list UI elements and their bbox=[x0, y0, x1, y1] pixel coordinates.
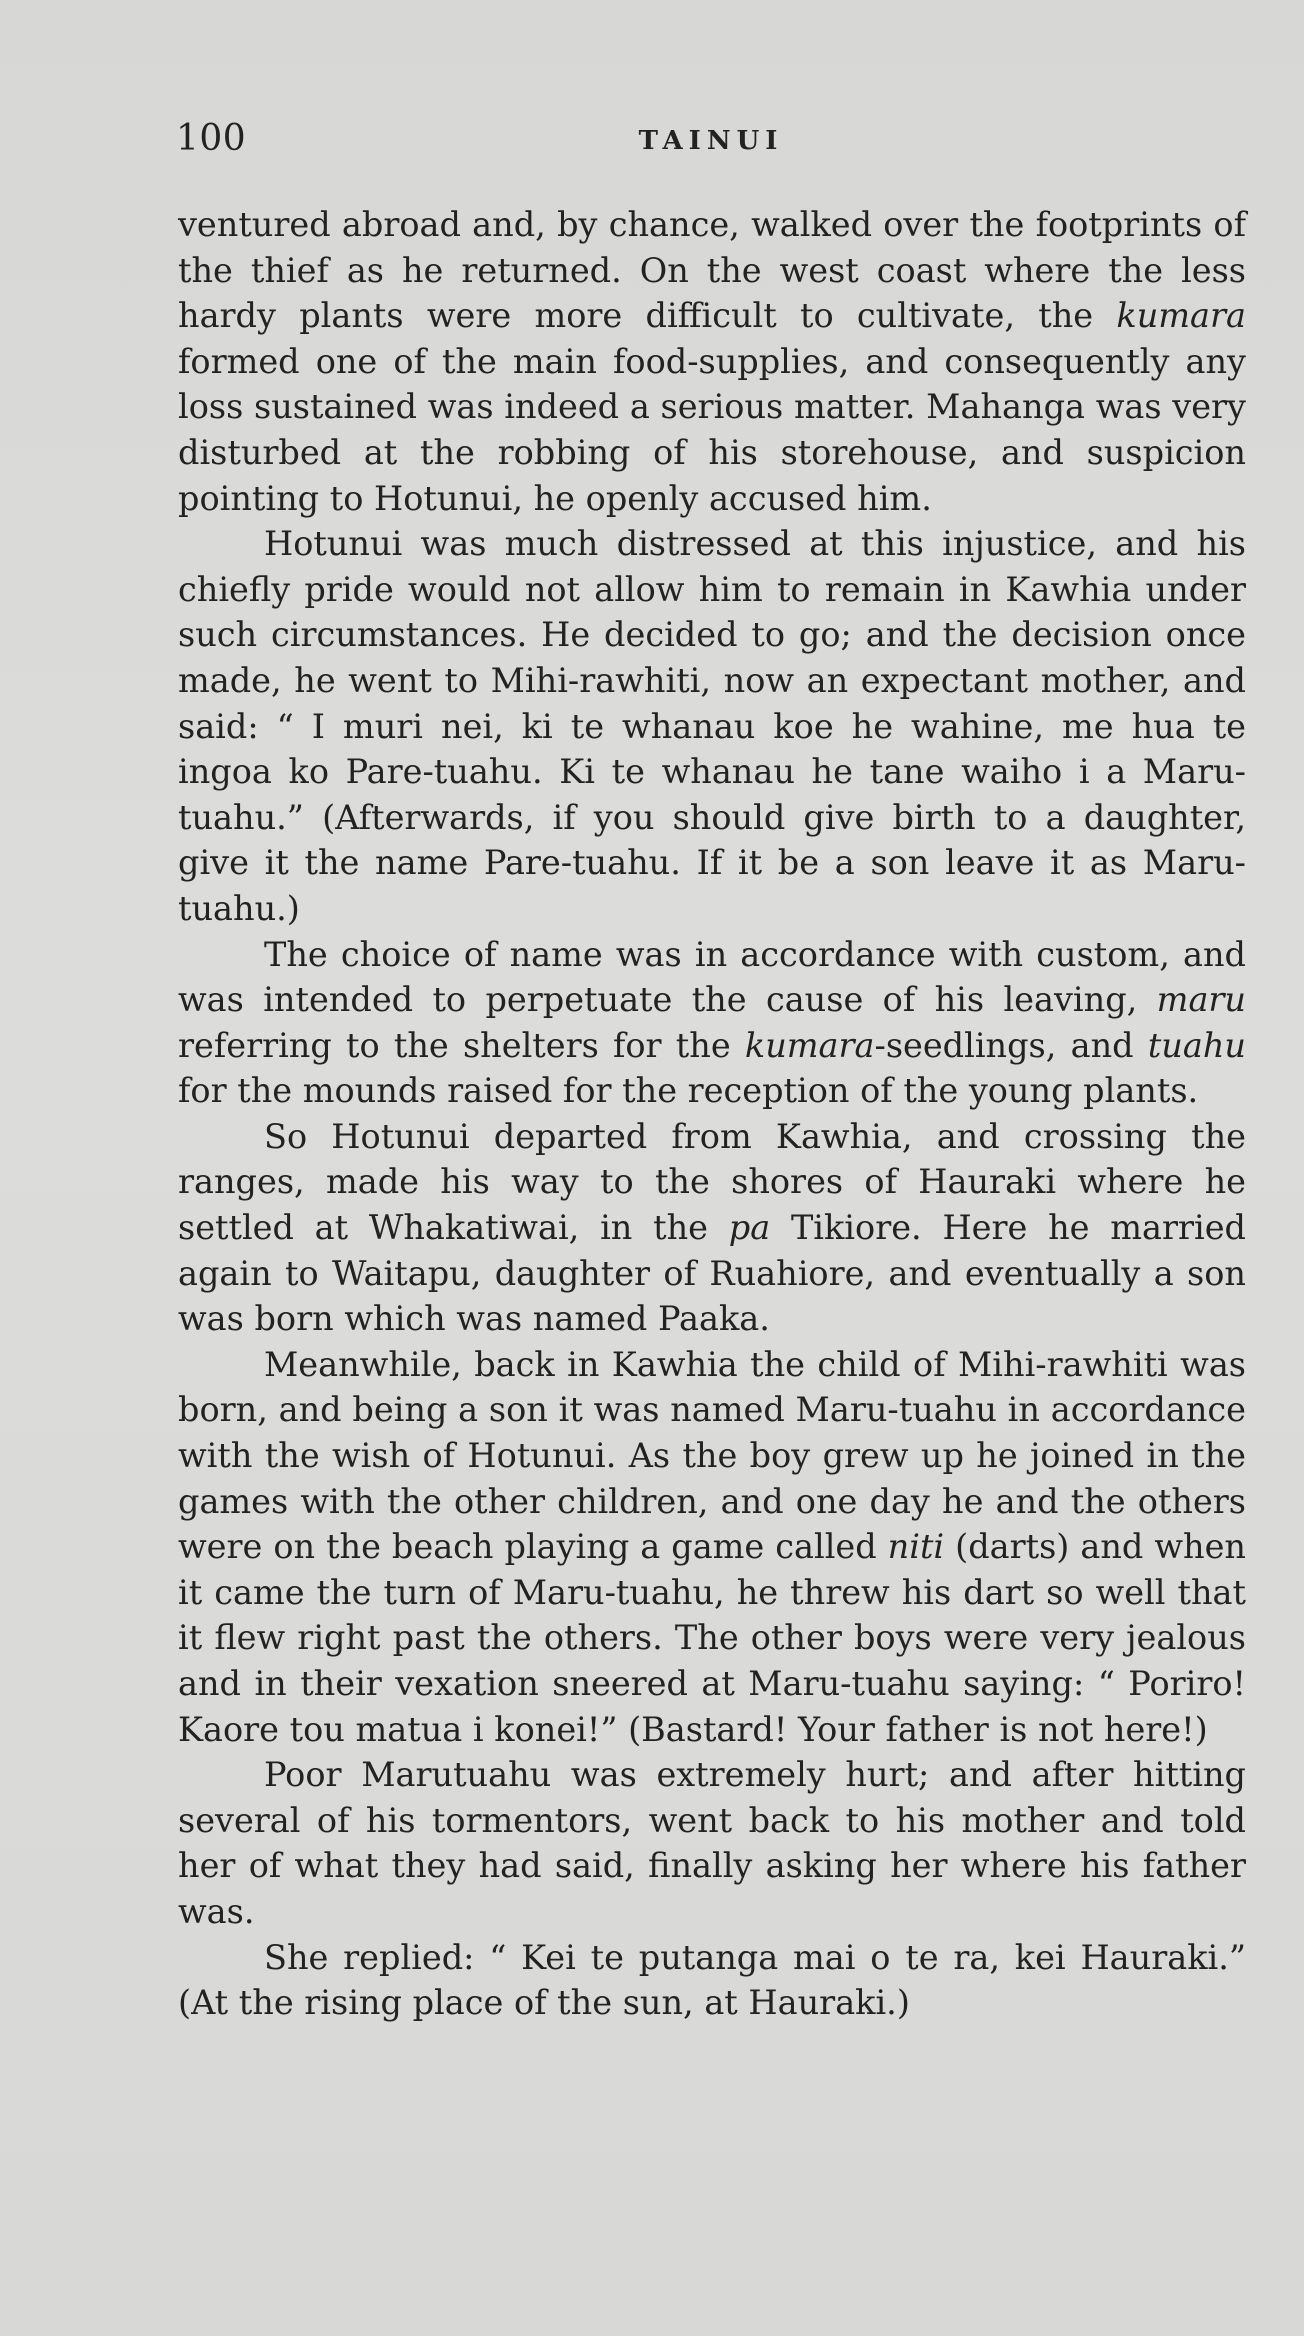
paragraph-2: Hotunui was much distressed at this injustice, and his chiefly pride would not allow him to remain in Kawhia under such circumstances. He decided to go; and the decision once made, he went to Mihi-rawhiti, now an expectant mother, and said: “ I muri nei, ki te whanau koe he wahine, me hua te ingoa ko Pare-tuahu. Ki te whanau he tane waiho i a Maru-tuahu.” (Afterwards, if you should give birth to a daughter, give it the name Pare-tuahu. If it be a son leave it as Maru-tuahu.) bbox=[178, 524, 1246, 928]
page-number: 100 bbox=[176, 118, 247, 159]
paragraph-6: Poor Marutuahu was extremely hurt; and after hitting several of his tormentors, went back to his mother and told her of what they had said, finally asking her where his father was. bbox=[178, 1755, 1246, 1931]
paragraph-7: She replied: “ Kei te putanga mai o te ra, kei Hauraki.” (At the rising place of the sun, at Hauraki.) bbox=[178, 1937, 1246, 2023]
paragraph-4: So Hotunui departed from Kawhia, and crossing the ranges, made his way to the shores of Hauraki where he settled at Whakatiwai, in the pa Tikiore. Here he married again to Waitapu, daughter of Ruahiore, and eventually a son was born which was named Paaka. bbox=[178, 1116, 1246, 1339]
page-header bbox=[176, 118, 1246, 166]
running-head: TAINUI bbox=[638, 126, 784, 156]
paragraph-5: Meanwhile, back in Kawhia the child of Mihi-rawhiti was born, and being a son it was named Maru-tuahu in accordance with the wish of Hotunui. As the boy grew up he joined in the games with the other children, and one day he and the others were on the beach playing a game called niti (darts) and when it came the turn of Maru-tuahu, he threw his dart so well that it flew right past the others. The other boys were very jealous and in their vexation sneered at Maru-tuahu saying: “ Poriro! Kaore tou matua i konei!” (Bastard! Your father is not here!) bbox=[178, 1344, 1246, 1749]
paragraph-3: The choice of name was in accordance with custom, and was intended to perpetuate the cause of his leaving, maru referring to the shelters for the kumara-seedlings, and tuahu for the mounds raised for the reception of the young plants. bbox=[178, 934, 1246, 1111]
paragraph-1: ventured abroad and, by chance, walked over the footprints of the thief as he returned. On the west coast where the less hardy plants were more difficult to cultivate, the kumara formed one of the main food-supplies, and consequently any loss sustained was indeed a serious matter. Mahanga was very disturbed at the robbing of his storehouse, and suspicion pointing to Hotunui, he openly accused him. bbox=[178, 205, 1246, 518]
body-text bbox=[178, 202, 1246, 2026]
